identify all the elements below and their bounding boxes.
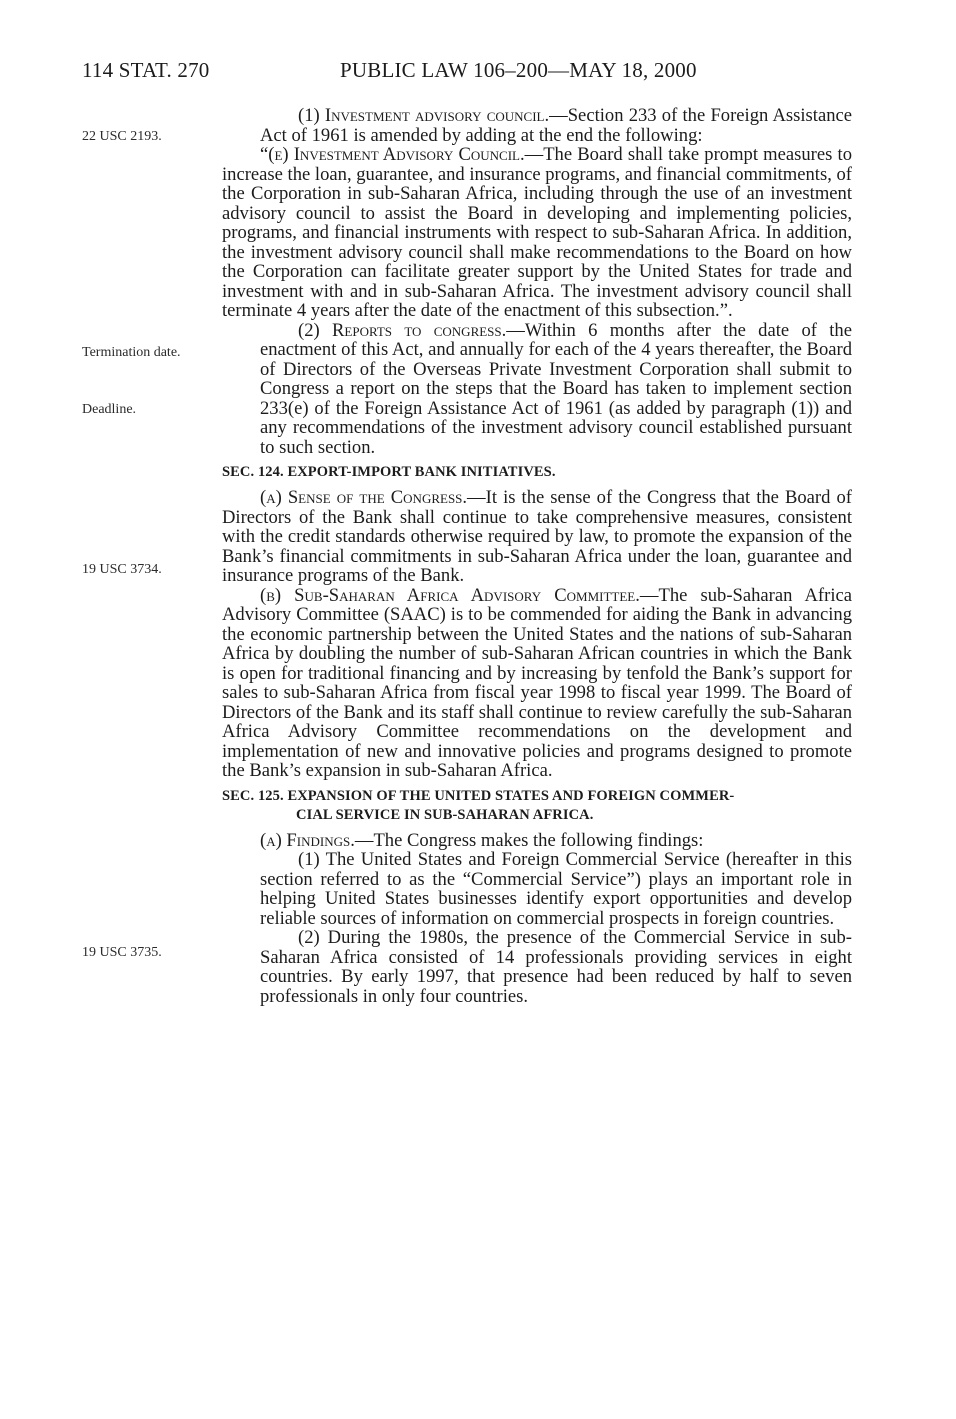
section-124-a-text: —It is the sense of the Congress that the Board of Directors of the Bank shall continue to take comprehensive measures, consistent with the credit standards otherwise required by law, to promote the expansion of the Bank’s financial commitments in sub-Saharan Africa under the loan, guarantee and insurance programs of the Bank. (222, 487, 852, 586)
section-125-a-text: —The Congress makes the following findings: (354, 829, 704, 851)
law-title: PUBLIC LAW 106–200—MAY 18, 2000 (340, 58, 697, 82)
section-124-b-heading: (b) Sub-Saharan Africa Advisory Committee. (260, 584, 640, 606)
section-124-b (222, 586, 852, 781)
section-124-b-text: —The sub-Saharan Africa Advisory Committee (SAAC) is to be commended for aiding the Bank in advancing the economic partnership between the United States and the nations of sub-Saharan Africa by doubling the number of sub-Saharan African countries in which the Bank is open for traditional financing and by increasing by tenfold the Bank’s support for sales to sub-Saharan Africa from fiscal year 1998 to fiscal year 1999. The Board of Directors of the Bank and its staff shall continue to review carefully the sub-Saharan Africa Advisory Committee recommendations on the development and implementation of new and innovative policies and programs designed to promote the Bank’s expansion in sub-Saharan Africa. (222, 584, 852, 781)
margin-note-deadline: Deadline. (82, 402, 137, 417)
margin-note-19-usc-3735: 19 USC 3735. (82, 945, 162, 960)
document-body (222, 106, 852, 1006)
section-125-heading-line-2: CIAL SERVICE IN SUB-SAHARAN AFRICA. (296, 806, 594, 823)
section-125-heading (222, 787, 852, 825)
paragraph-2 (222, 321, 852, 458)
section-124-heading: SEC. 124. EXPORT-IMPORT BANK INITIATIVES. (222, 464, 556, 480)
paragraph-2-text: —Within 6 months after the date of the enactment of this Act, and annually for each of the 4 years thereafter, the Board of Directors of the Overseas Private Investment Corporation shall submit to Congress a report on the steps that the Board has taken to implement section 233(e) of the Foreign Assistance Act of 1961 (as added by paragraph (1)) and any recommendations of the investment advisory council established pursuant to such section. (260, 319, 852, 458)
subsection-e (222, 145, 852, 321)
section-125-heading-line-1: SEC. 125. EXPANSION OF THE UNITED STATES AND FOREIGN COMMER- (222, 787, 735, 804)
finding-1-text: (1) The United States and Foreign Commercial Service (hereafter in this section referred to as the “Commercial Service”) plays an important role in helping United States businesses identify export opportunities and develop reliable sources of information on commercial prospects in foreign countries. (260, 849, 852, 929)
paragraph-2-heading: (2) Reports to congress. (298, 319, 507, 341)
page-number: 114 STAT. 270 (82, 58, 210, 82)
subsection-e-text: —The Board shall take prompt measures to increase the loan, guarantee, and insurance programs, and financial commitments, of the Corporation in sub-Saharan Africa, including through the use of an investment advisory council to assist the Board in developing and implementing policies, programs, and financial instruments with respect to sub-Saharan Africa. In addition, the investment advisory council shall make recommendations to the Board on how the Corporation can facilitate greater support by the United States for trade and investment with and in sub-Saharan Africa. The investment advisory council shall terminate 4 years after the date of the enactment of this subsection.”. (222, 144, 852, 321)
section-124-a-heading: (a) Sense of the Congress. (260, 487, 468, 508)
finding-2 (222, 928, 852, 1006)
margin-note-22-usc-2193: 22 USC 2193. (82, 129, 162, 144)
finding-1 (222, 850, 852, 928)
section-125-a-heading: (a) Findings. (260, 829, 355, 851)
paragraph-1-text: —Section 233 of the Foreign Assistance Act of 1961 is amended by adding at the end the following: (260, 105, 852, 146)
paragraph-1-heading: (1) Investment advisory council. (298, 105, 550, 126)
margin-note-19-usc-3734: 19 USC 3734. (82, 562, 162, 577)
finding-2-text: (2) During the 1980s, the presence of the Commercial Service in sub-Saharan Africa consisted of 14 professionals providing services in eight countries. By early 1997, that presence had been reduced by half to seven professionals in only four countries. (260, 927, 852, 1007)
section-124-a (222, 488, 852, 586)
paragraph-1 (222, 106, 852, 145)
section-125-a (222, 831, 852, 851)
subsection-e-heading: “(e) Investment Advisory Council. (260, 144, 525, 165)
margin-note-termination-date: Termination date. (82, 345, 181, 360)
